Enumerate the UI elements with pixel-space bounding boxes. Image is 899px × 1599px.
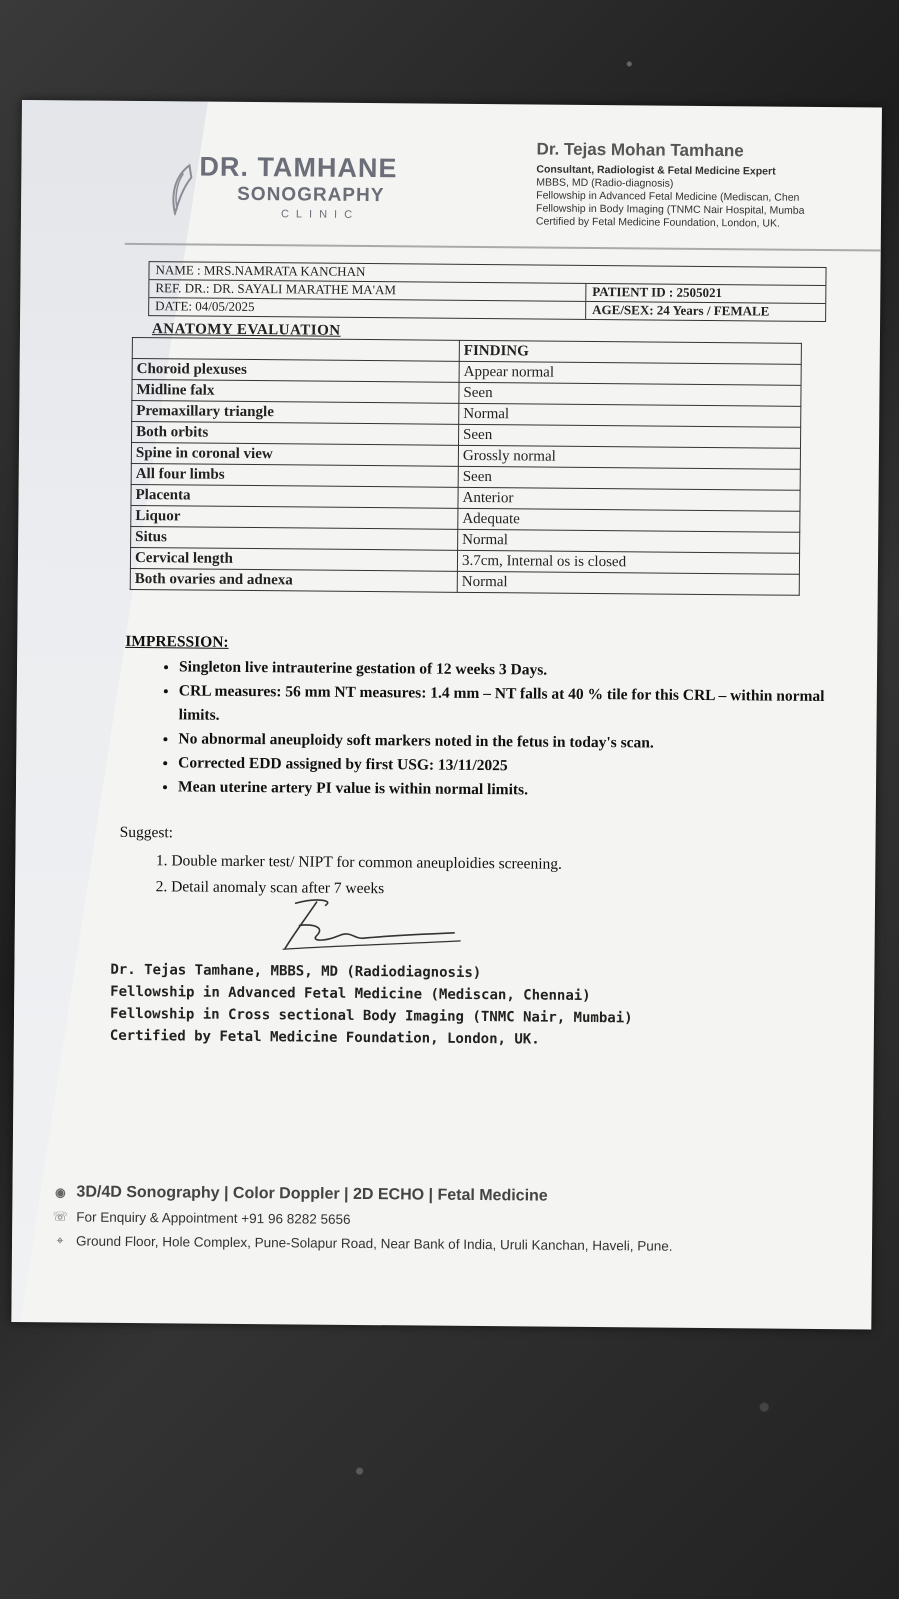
patient-name: NAME : MRS.NAMRATA KANCHAN [155,262,366,280]
suggest-section [119,824,840,906]
patient-id: PATIENT ID : 2505021 [585,284,825,303]
anatomy-item: Cervical length [130,547,457,571]
scan-icon: ◉ [55,1185,66,1200]
credentials-block [110,959,851,1053]
item-header [132,337,459,361]
suggest-title: Suggest: [119,823,174,842]
doctor-fellowship-2: Fellowship in Body Imaging (TNMC Nair Hospital, Mumba [536,202,805,217]
clinic-logo [169,151,430,225]
patient-info-table [148,261,826,322]
anatomy-finding: Normal [458,529,800,553]
services-text: 3D/4D Sonography | Color Doppler | 2D ECHO | Fetal Medicine [76,1183,548,1205]
phone-icon: ☏ [52,1209,68,1224]
doctor-fellowship-1: Fellowship in Advanced Fetal Medicine (Mediscan, Chen [536,189,800,204]
brand-clinic: CLINIC [280,208,360,221]
anatomy-finding: Normal [459,403,801,427]
list-item: • CRL measures: 56 mm NT measures: 1.4 mm – NT falls at 40 % tile for this CRL – within normal limits. [179,679,825,733]
address-text: Ground Floor, Hole Complex, Pune-Solapur Road, Near Bank of India, Uruli Kanchan, Haveli, Pune. [75,1233,673,1254]
anatomy-item: Spine in coronal view [131,442,458,466]
impression-title: IMPRESSION: [125,632,229,651]
credential-line: Dr. Tejas Tamhane, MBBS, MD (Radiodiagnosis) [110,961,482,982]
anatomy-title: ANATOMY EVALUATION [151,321,341,339]
anatomy-finding: Appear normal [459,361,801,385]
list-item: 1. Double marker test/ NIPT for common aneuploidies screening. [171,848,839,880]
anatomy-item: Liquor [131,505,458,529]
credential-line: Fellowship in Advanced Fetal Medicine (Mediscan, Chennai) [110,983,591,1004]
suggest-list [119,848,839,906]
anatomy-table [130,337,802,596]
list-item: • Corrected EDD assigned by first USG: 13/11/2025 [178,751,824,781]
anatomy-item: Choroid plexuses [132,358,459,382]
list-item: • Singleton live intrauterine gestation of 12 weeks 3 Days. [179,655,825,685]
report-date: DATE: 04/05/2025 [155,298,255,315]
signature [255,895,466,957]
finding-header: FINDING [459,340,801,364]
credential-line: Certified by Fetal Medicine Foundation, London, UK. [109,1027,540,1048]
anatomy-finding: Normal [457,571,799,595]
report-sheet [11,100,882,1329]
anatomy-item: Midline falx [132,379,459,403]
anatomy-item: Both orbits [132,421,459,445]
anatomy-finding: Seen [459,424,801,448]
age-sex: AGE/SEX: 24 Years / FEMALE [585,302,825,321]
location-pin-icon: ⌖ [56,1232,64,1247]
anatomy-item: Placenta [131,484,458,508]
list-item: • No abnormal aneuploidy soft markers noted in the fetus in today's scan. [178,727,824,757]
leaf-logo-icon [169,163,195,215]
credential-line: Fellowship in Cross sectional Body Imaging (TNMC Nair, Mumbai) [109,1005,633,1027]
list-item: 2. Detail anomaly scan after 7 weeks [171,874,839,906]
footer [52,1180,853,1259]
enquiry-text: For Enquiry & Appointment +91 96 8282 5656 [76,1209,351,1227]
anatomy-item: Both ovaries and adnexa [130,568,457,592]
anatomy-finding: Seen [459,382,801,406]
doctor-header [536,139,877,231]
impression-section [124,633,825,805]
doctor-degree: MBBS, MD (Radio-diagnosis) [536,176,674,190]
anatomy-finding: Grossly normal [458,445,800,469]
impression-list [124,655,825,805]
anatomy-finding: Adequate [458,508,800,532]
brand-name: DR. TAMHANE [199,151,398,184]
anatomy-item: Situs [131,526,458,550]
anatomy-finding: Seen [458,466,800,490]
list-item: • Mean uterine artery PI value is within normal limits. [178,775,824,805]
doctor-name: Dr. Tejas Mohan Tamhane [536,139,744,161]
table-row [130,568,799,595]
anatomy-finding: Anterior [458,487,800,511]
anatomy-item: Premaxillary triangle [132,400,459,424]
doctor-title: Consultant, Radiologist & Fetal Medicine Expert [536,163,776,178]
anatomy-item: All four limbs [131,463,458,487]
anatomy-finding: 3.7cm, Internal os is closed [457,550,799,574]
doctor-certification: Certified by Fetal Medicine Foundation, London, UK. [535,215,780,230]
header-divider [125,243,881,252]
referring-doctor: REF. DR.: DR. SAYALI MARATHE MA'AM [155,280,397,298]
brand-subtitle: SONOGRAPHY [237,183,385,207]
